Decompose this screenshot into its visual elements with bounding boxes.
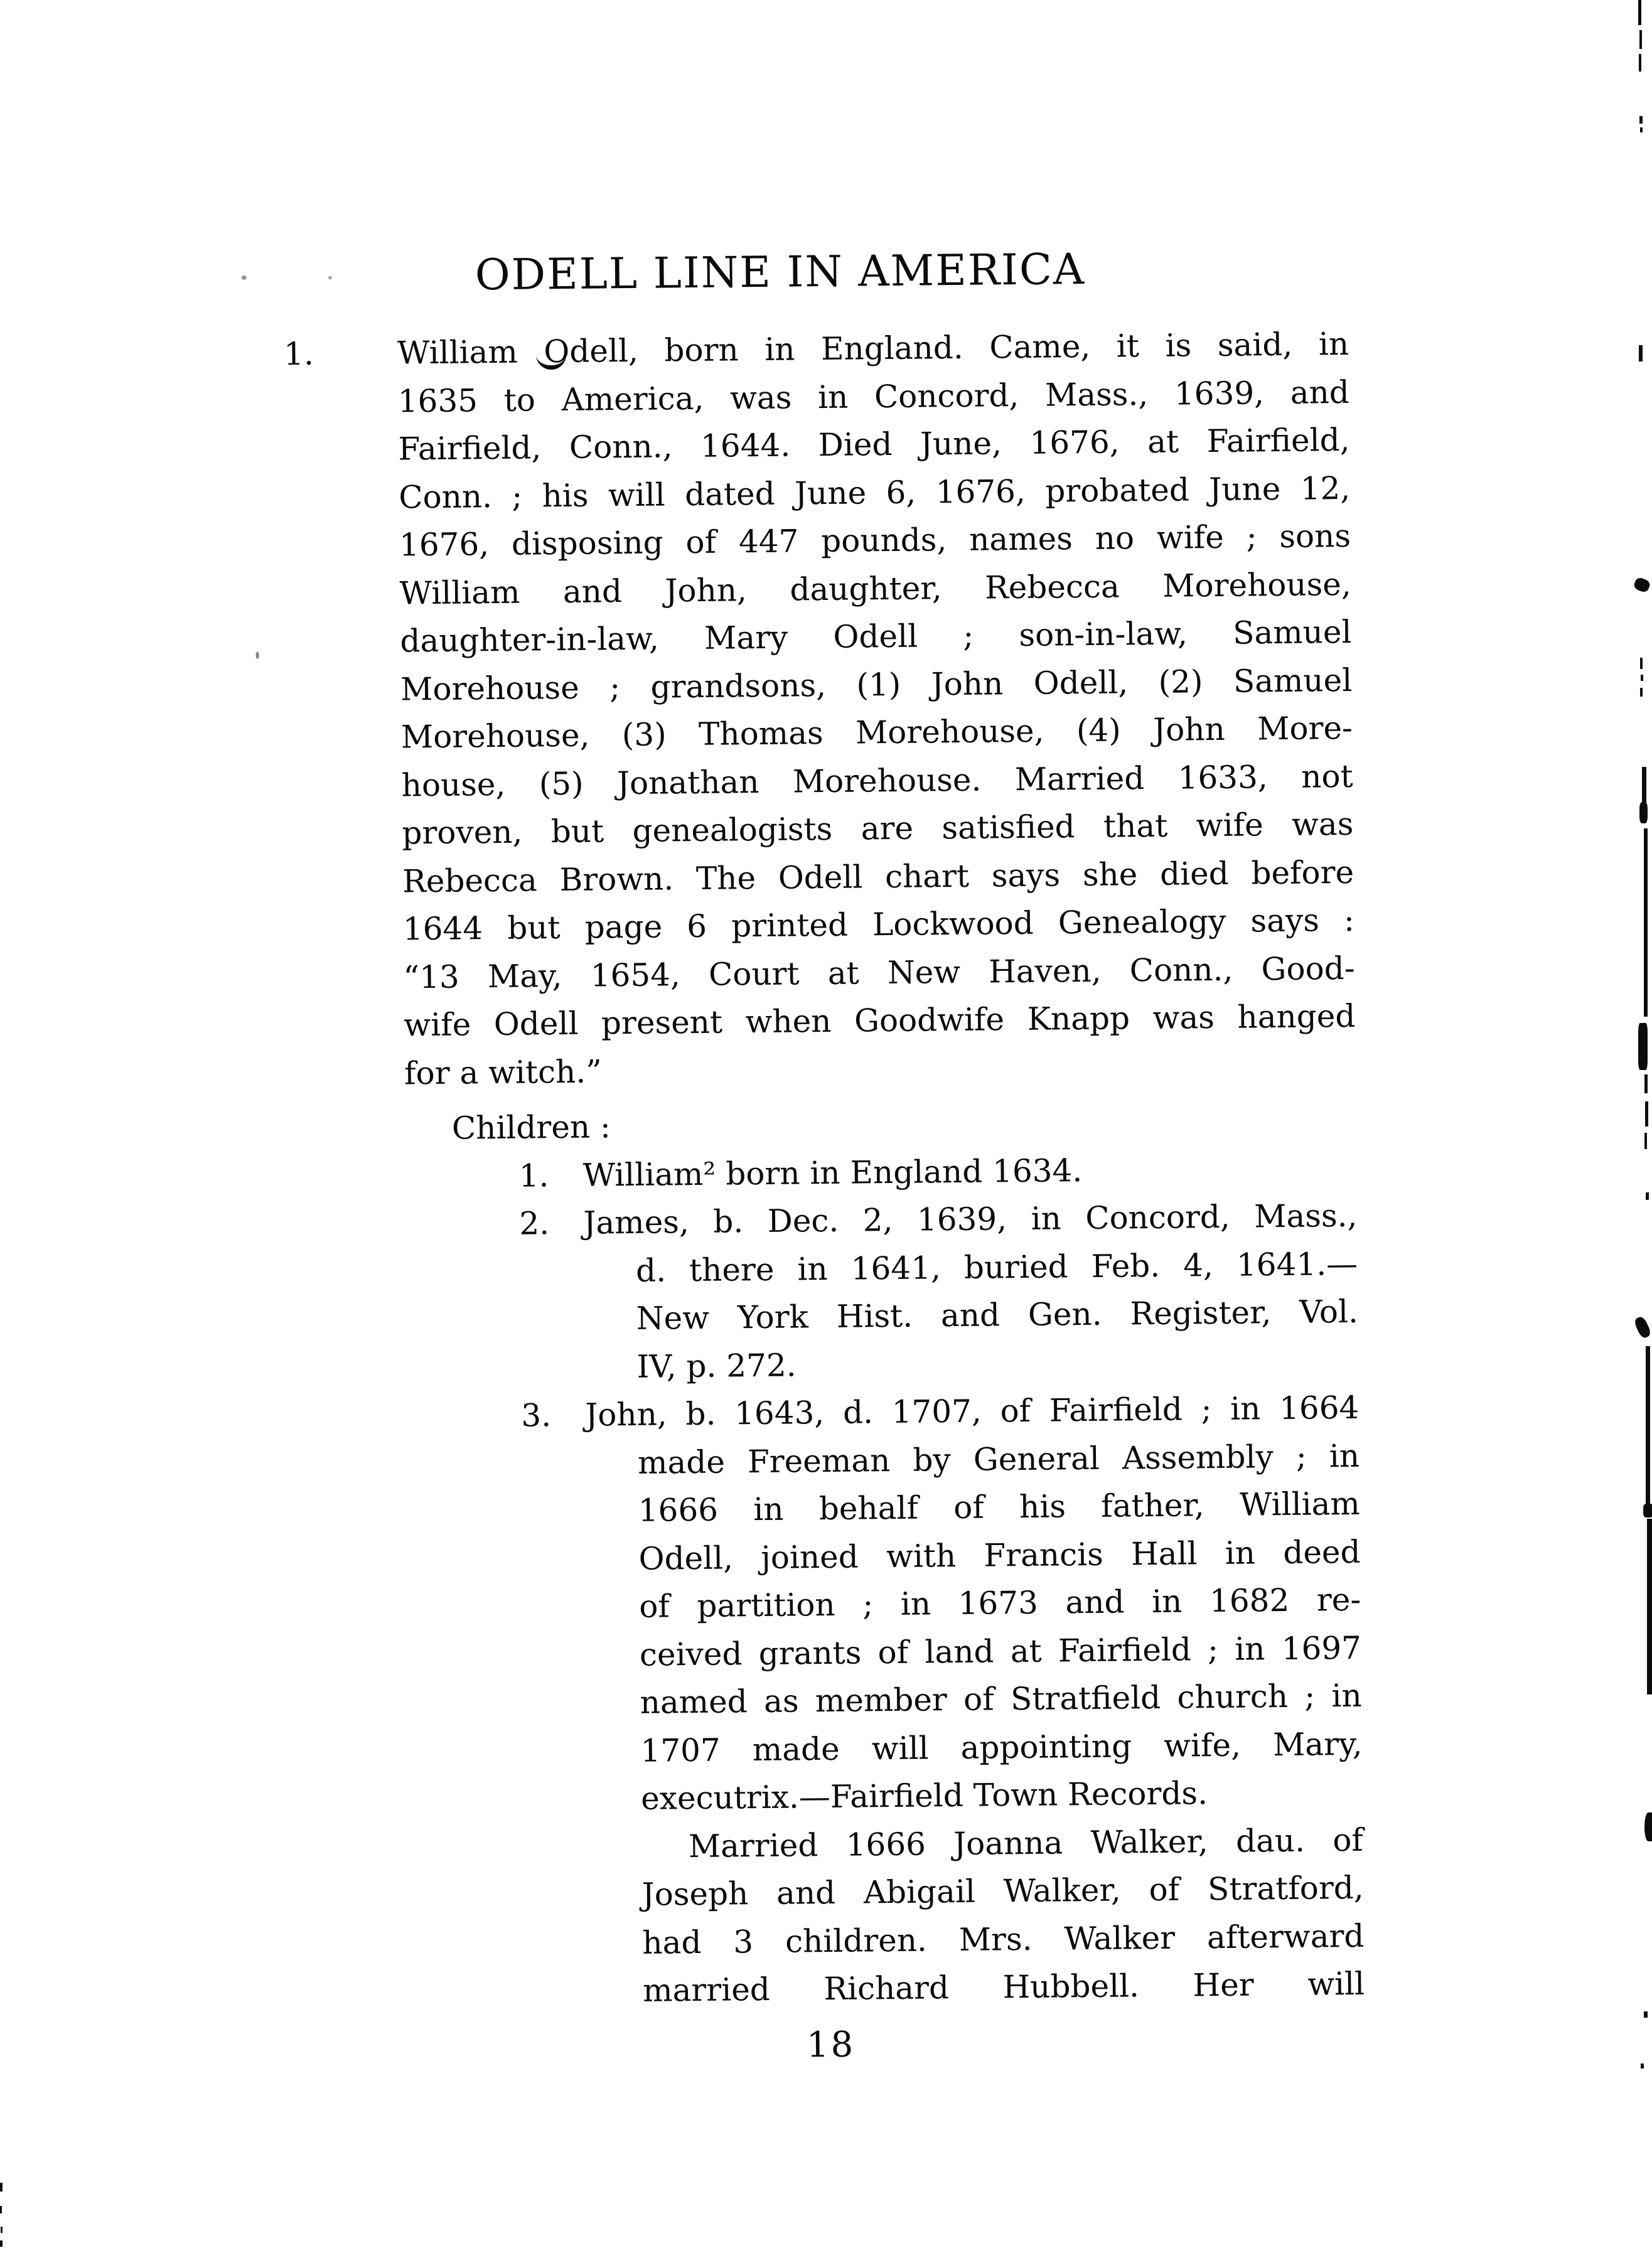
text-line: Joseph and Abigail Walker, of Stratford, xyxy=(641,1869,1364,1913)
entry-number: 1. xyxy=(283,335,314,373)
text-line: Conn. ; his will dated June 6, 1676, probated June 12, xyxy=(399,469,1351,515)
text-line: house, (5) Jonathan Morehouse. Married 1633, not xyxy=(401,757,1353,803)
text-line: 1666 in behalf of his father, William xyxy=(638,1485,1361,1529)
text-line: 1635 to America, was in Concord, Mass., 1639, and xyxy=(397,373,1350,419)
left-edge-scan-mark xyxy=(1,2227,3,2233)
text-line: named as member of Stratfield church ; in xyxy=(640,1677,1362,1721)
continuation-paragraph xyxy=(641,1816,1365,2015)
right-edge-scan-mark xyxy=(1643,1504,1652,1517)
text-line: made Freeman by General Assembly ; in xyxy=(637,1437,1360,1481)
text-line: “13 May, 1654, Court at New Haven, Conn., Good- xyxy=(403,950,1355,995)
page-number: 18 xyxy=(806,2024,856,2065)
text-line: James, b. Dec. 2, 1639, in Concord, Mass., xyxy=(583,1197,1358,1241)
text-line: Morehouse ; grandsons, (1) John Odell, (2) Samuel xyxy=(400,661,1353,707)
right-edge-scan-mark xyxy=(1647,1519,1652,1694)
text-line: Rebecca Brown. The Odell chart says she died before xyxy=(402,854,1354,899)
text-line: 1644 but page 6 printed Lockwood Genealogy says : xyxy=(402,901,1355,948)
right-edge-scan-mark xyxy=(1644,1074,1648,1093)
right-edge-scan-mark xyxy=(1638,0,1641,25)
right-edge-scan-mark xyxy=(1639,30,1642,49)
text-line: for a witch.” xyxy=(404,1052,603,1091)
right-edge-scan-mark xyxy=(1639,54,1641,72)
text-line: ceived grants of land at Fairfield ; in 1697 xyxy=(639,1629,1362,1673)
text-line: John, b. 1643, d. 1707, of Fairfield ; in 1664 xyxy=(585,1389,1360,1433)
child-number: 1. xyxy=(518,1157,549,1194)
right-edge-scan-mark xyxy=(1639,116,1643,124)
right-edge-scan-mark xyxy=(1646,1346,1650,1509)
right-edge-scan-mark xyxy=(1641,2063,1644,2069)
right-edge-scan-mark xyxy=(1640,688,1643,697)
ink-speck xyxy=(242,276,247,280)
child-item xyxy=(521,1384,1363,1823)
children-heading: Children : xyxy=(451,1108,611,1147)
right-edge-scan-mark xyxy=(1641,675,1643,681)
text-line: IV, p. 272. xyxy=(636,1346,796,1385)
text-line: wife Odell present when Goodwife Knapp was hanged xyxy=(404,997,1356,1044)
right-edge-scan-mark xyxy=(1644,2011,1648,2018)
right-edge-scan-mark xyxy=(1638,1023,1648,1070)
text-line: William and John, daughter, Rebecca Morehouse, xyxy=(399,565,1351,611)
right-edge-scan-mark xyxy=(1640,658,1643,669)
text-line: Married 1666 Joanna Walker, dau. of xyxy=(688,1821,1364,1865)
right-edge-scan-mark xyxy=(1640,127,1643,132)
ink-speck xyxy=(256,652,259,659)
text-line: Odell, joined with Francis Hall in deed xyxy=(638,1533,1361,1577)
text-line: Morehouse, (3) Thomas Morehouse, (4) John More- xyxy=(400,709,1353,756)
text-line: William Odell, born in England. Came, it is said, in xyxy=(397,325,1349,372)
child-number: 2. xyxy=(519,1205,550,1242)
text-line: 1707 made will appointing wife, Mary, xyxy=(640,1725,1363,1769)
text-line: New York Hist. and Gen. Register, Vol. xyxy=(636,1293,1359,1337)
text-line: d. there in 1641, buried Feb. 4, 1641.— xyxy=(635,1245,1358,1289)
text-line: of partition ; in 1673 and in 1682 re- xyxy=(639,1581,1361,1625)
right-edge-scan-mark xyxy=(1642,767,1646,803)
right-edge-scan-mark xyxy=(1646,1192,1649,1200)
text-line: executrix.—Fairfield Town Records. xyxy=(640,1775,1208,1817)
right-edge-scan-mark xyxy=(1644,1812,1652,1841)
child-item xyxy=(519,1192,1359,1391)
text-line: 1676, disposing of 447 pounds, names no wife ; sons xyxy=(399,517,1351,564)
text-line: Fairfield, Conn., 1644. Died June, 1676, at Fairfield, xyxy=(398,421,1350,468)
left-edge-scan-mark xyxy=(0,2206,2,2213)
text-line: had 3 children. Mrs. Walker afterward xyxy=(642,1917,1365,1961)
genealogy-entry xyxy=(283,320,1356,1097)
ink-speck xyxy=(328,276,332,279)
child-item xyxy=(518,1143,1357,1199)
page-title: ODELL LINE IN AMERICA xyxy=(475,244,1086,301)
child-number: 3. xyxy=(521,1397,552,1434)
right-edge-scan-mark xyxy=(1639,345,1643,361)
right-edge-scan-mark xyxy=(1639,802,1648,823)
text-line: daughter-in-law, Mary Odell ; son-in-law, Samuel xyxy=(400,613,1352,660)
right-edge-scan-mark xyxy=(1644,828,1648,1017)
text-line: William² born in England 1634. xyxy=(582,1152,1083,1194)
right-edge-scan-mark xyxy=(1644,1133,1647,1149)
right-edge-scan-mark xyxy=(1645,1101,1648,1127)
text-line: married Richard Hubbell. Her will xyxy=(642,1965,1365,2009)
text-line: proven, but genealogists are satisfied that wife was xyxy=(402,805,1354,852)
left-edge-scan-mark xyxy=(0,2183,3,2192)
left-edge-scan-mark xyxy=(0,2240,3,2247)
